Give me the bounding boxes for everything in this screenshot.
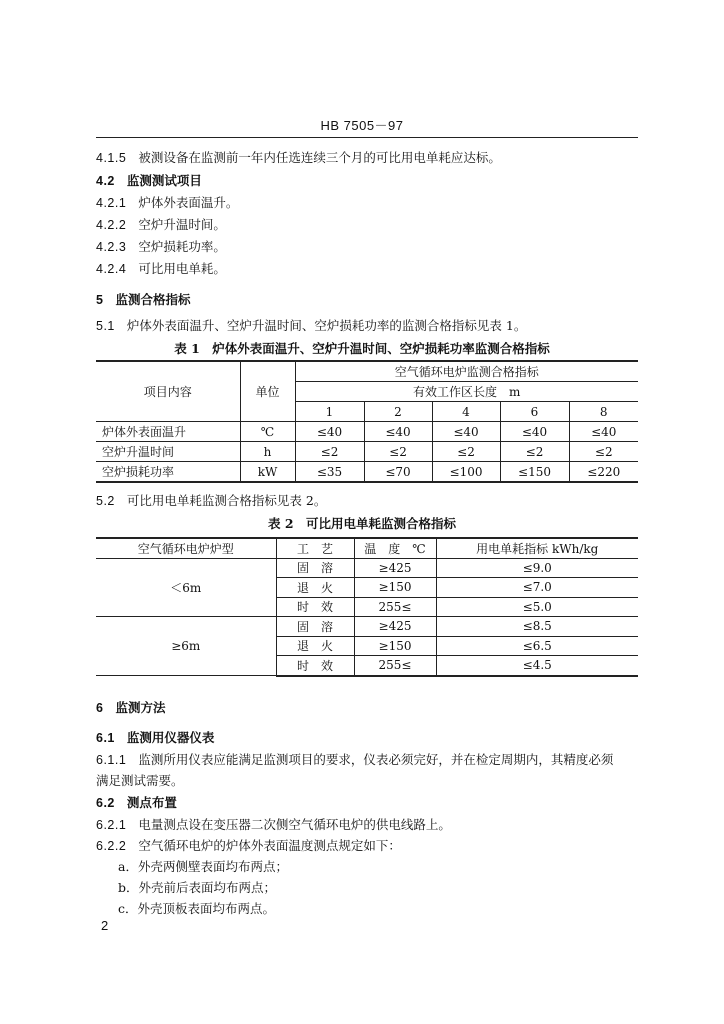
table2-temp: 255≤: [354, 656, 436, 676]
table2-process: 固 溶: [276, 617, 354, 637]
clause-4-2-2: 4.2.2 空炉升温时间。: [96, 217, 226, 232]
table1-header-item: 项目内容: [96, 361, 240, 422]
table1-caption: 表 1 炉体外表面温升、空炉升温时间、空炉损耗功率监测合格指标: [174, 341, 550, 356]
clause-4-2: 4.2 监测测试项目: [96, 173, 202, 188]
table2-index: ≤4.5: [436, 656, 638, 676]
table1-unit: ℃: [240, 422, 295, 442]
table1-cell: ≤2: [500, 442, 569, 462]
table2-process: 时 效: [276, 597, 354, 617]
table1-cell: ≤40: [500, 422, 569, 442]
table2-index: ≤9.0: [436, 558, 638, 578]
list-item: c．外壳顶板表面均布两点。: [118, 901, 276, 916]
table2-process: 时 效: [276, 656, 354, 676]
table2-temp: ≥425: [354, 617, 436, 637]
table2-process: 固 溶: [276, 558, 354, 578]
clause-6-2: 6.2 测点布置: [96, 795, 177, 810]
table2-caption: 表 2 可比用电单耗监测合格指标: [267, 516, 457, 531]
list-item: a．外壳两侧壁表面均布两点；: [118, 859, 288, 874]
table2-process: 退 火: [276, 636, 354, 656]
table1-item: 炉体外表面温升: [96, 422, 240, 442]
table1-header-group: 空气循环电炉监测合格指标: [295, 361, 638, 382]
table1-length: 1: [295, 402, 364, 422]
table2-temp: ≥425: [354, 558, 436, 578]
table2-furnace-type: ≥6m: [96, 617, 276, 676]
table2-row: [96, 558, 638, 578]
clause-4-1-5: 4.1.5 被测设备在监测前一年内任选连续三个月的可比用电单耗应达标。: [96, 150, 501, 165]
table1-cell: ≤40: [364, 422, 432, 442]
section-5-heading: 5 监测合格指标: [96, 292, 191, 307]
table1-cell: ≤2: [569, 442, 638, 462]
table1-length: 6: [500, 402, 569, 422]
table1-header-unit: 单位: [240, 361, 295, 422]
table1-row: [96, 462, 638, 483]
clause-5-1: 5.1 炉体外表面温升、空炉升温时间、空炉损耗功率的监测合格指标见表 1。: [96, 318, 527, 333]
table1-cell: ≤2: [295, 442, 364, 462]
table2-index: ≤8.5: [436, 617, 638, 637]
table1-row: [96, 422, 638, 442]
table1-length: 8: [569, 402, 638, 422]
table1: [96, 360, 638, 483]
table1-cell: ≤70: [364, 462, 432, 483]
table2-index: ≤5.0: [436, 597, 638, 617]
table1-row: [96, 442, 638, 462]
table1-cell: ≤100: [432, 462, 500, 483]
clause-6-1-1-cont: 满足测试需要。: [96, 773, 184, 788]
table1-cell: ≤40: [295, 422, 364, 442]
table2-temp: 255≤: [354, 597, 436, 617]
table2-furnace-type: ＜6m: [96, 558, 276, 617]
table1-length: 2: [364, 402, 432, 422]
table1-unit: h: [240, 442, 295, 462]
table1-item: 空炉升温时间: [96, 442, 240, 462]
table2-header: 用电单耗指标 kWh/kg: [436, 538, 638, 558]
table2-index: ≤7.0: [436, 578, 638, 598]
table1-cell: ≤35: [295, 462, 364, 483]
clause-4-2-4: 4.2.4 可比用电单耗。: [96, 261, 226, 276]
table1-header-sub: 有效工作区长度 m: [295, 382, 638, 402]
table1-cell: ≤220: [569, 462, 638, 483]
table2-index: ≤6.5: [436, 636, 638, 656]
page-number: 2: [101, 918, 109, 933]
clause-4-2-1: 4.2.1 炉体外表面温升。: [96, 195, 239, 210]
table2-process: 退 火: [276, 578, 354, 598]
header-rule: [96, 137, 638, 138]
table2-header: 工 艺: [276, 538, 354, 558]
table2-header: 空气循环电炉炉型: [96, 538, 276, 558]
table2-temp: ≥150: [354, 578, 436, 598]
document-code: HB 7505－97: [320, 118, 404, 133]
table1-unit: kW: [240, 462, 295, 483]
table1-cell: ≤40: [569, 422, 638, 442]
table1-length: 4: [432, 402, 500, 422]
clause-6-2-2: 6.2.2 空气循环电炉的炉体外表面温度测点规定如下：: [96, 838, 401, 853]
clause-4-2-3: 4.2.3 空炉损耗功率。: [96, 239, 226, 254]
section-6-heading: 6 监测方法: [96, 700, 166, 715]
clause-6-1: 6.1 监测用仪器仪表: [96, 730, 215, 745]
table1-item: 空炉损耗功率: [96, 462, 240, 483]
table1-cell: ≤2: [432, 442, 500, 462]
table2-temp: ≥150: [354, 636, 436, 656]
table2-header: 温 度 ℃: [354, 538, 436, 558]
clause-6-2-1: 6.2.1 电量测点设在变压器二次侧空气循环电炉的供电线路上。: [96, 817, 451, 832]
table1-cell: ≤2: [364, 442, 432, 462]
list-item: b．外壳前后表面均布两点；: [118, 880, 277, 895]
clause-5-2: 5.2 可比用电单耗监测合格指标见表 2。: [96, 493, 327, 508]
table2: [96, 537, 638, 677]
table1-cell: ≤40: [432, 422, 500, 442]
clause-6-1-1: 6.1.1 监测所用仪表应能满足监测项目的要求，仪表必须完好，并在检定周期内，其精度必须: [96, 752, 614, 767]
table2-row: [96, 617, 638, 637]
table1-cell: ≤150: [500, 462, 569, 483]
